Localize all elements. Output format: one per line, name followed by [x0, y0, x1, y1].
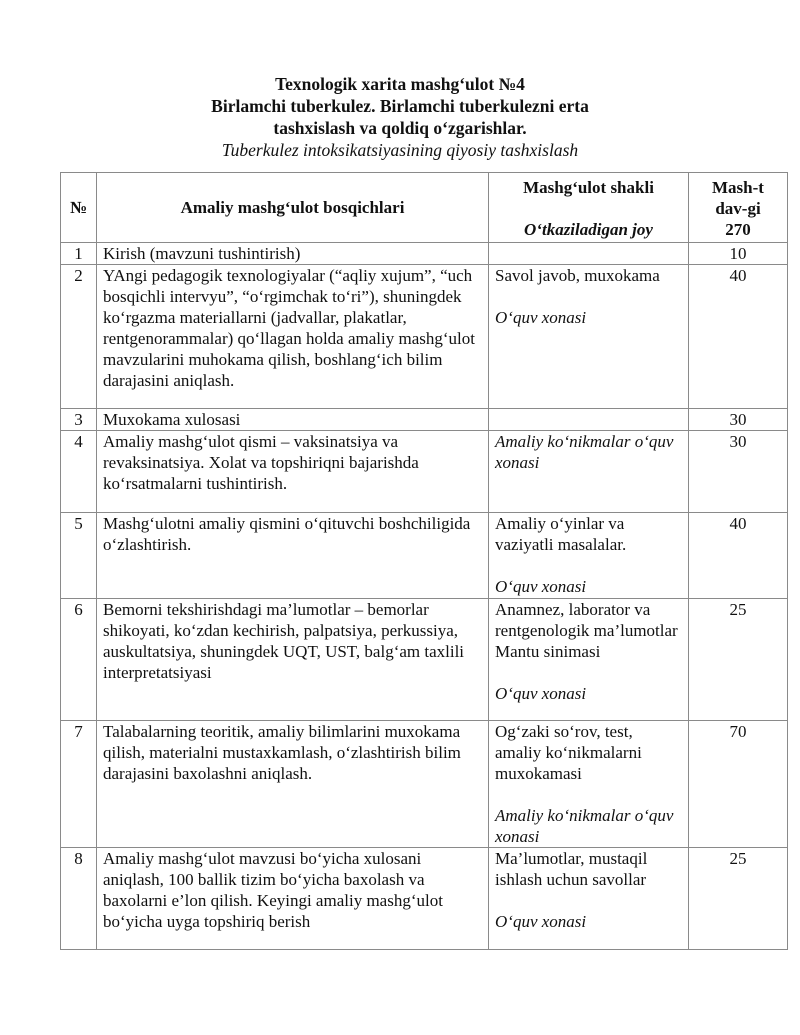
row-stage: Mashg‘ulotni amaliy qismini o‘qituvchi boshchiligida o‘zlashtirish. — [97, 513, 489, 599]
row-number: 8 — [61, 848, 97, 950]
table-header-row — [61, 173, 788, 243]
row-duration: 30 — [689, 409, 788, 431]
document-title: Texnologik xarita mashg‘ulot №4 — [275, 74, 525, 94]
row-form-cell — [489, 513, 689, 599]
row-place: Amaliy ko‘nikmalar o‘quv xonasi — [495, 432, 674, 472]
table-row — [61, 848, 788, 950]
header-duration — [689, 173, 788, 243]
row-form-cell — [489, 243, 689, 265]
header-stages: Amaliy mashg‘ulot bosqichlari — [97, 173, 489, 243]
row-duration: 30 — [689, 431, 788, 513]
row-number: 1 — [61, 243, 97, 265]
row-stage: YAngi pedagogik texnologiyalar (“aqliy xujum”, “uch bosqichli intervyu”, “o‘rgimchak to‘ri”), shuningdek ko‘rgazma materiallarni (jadvallar, plakatlar, rentgenorammalar) qo‘llagan holda amaliy mashg‘ulot mavzularini muhokama qilish, boshlang‘ich bilim darajasini aniqlash. — [97, 265, 489, 409]
row-number: 5 — [61, 513, 97, 599]
row-form: Ma’lumotlar, mustaqil ishlash uchun savollar — [495, 849, 648, 889]
row-form-cell — [489, 721, 689, 848]
table-row — [61, 431, 788, 513]
row-stage: Amaliy mashg‘ulot qismi – vaksinatsiya va revaksinatsiya. Xolat va topshiriqni bajarishda ko‘rsatmalarni tushintirish. — [97, 431, 489, 513]
table-row — [61, 599, 788, 721]
row-duration: 40 — [689, 513, 788, 599]
header-form-and-place — [489, 173, 689, 243]
header-form: Mashg‘ulot shakli — [523, 178, 654, 197]
row-form-cell — [489, 599, 689, 721]
header-duration-line2: dav-gi — [715, 199, 761, 218]
row-form: Anamnez, laborator va rentgenologik ma’lumotlar Mantu sinimasi — [495, 600, 678, 661]
row-place: O‘quv xonasi — [495, 308, 587, 327]
row-form-cell — [489, 848, 689, 950]
row-form: Savol javob, muxokama — [495, 266, 660, 285]
document-topic-line2: tashxislash va qoldiq o‘zgarishlar. — [273, 118, 527, 138]
row-place: O‘quv xonasi — [495, 684, 587, 703]
header-duration-total: 270 — [725, 220, 751, 239]
table-row — [61, 721, 788, 848]
row-form-cell — [489, 431, 689, 513]
table-row — [61, 409, 788, 431]
row-duration: 40 — [689, 265, 788, 409]
table-row — [61, 243, 788, 265]
row-number: 3 — [61, 409, 97, 431]
row-place: O‘quv xonasi — [495, 577, 587, 596]
row-number: 6 — [61, 599, 97, 721]
table-row — [61, 513, 788, 599]
row-number: 2 — [61, 265, 97, 409]
lesson-plan-table — [60, 172, 788, 950]
row-duration: 10 — [689, 243, 788, 265]
row-form-cell — [489, 409, 689, 431]
row-duration: 25 — [689, 599, 788, 721]
header-number: № — [61, 173, 97, 243]
row-stage: Kirish (mavzuni tushintirish) — [97, 243, 489, 265]
table-row — [61, 265, 788, 409]
row-form-cell — [489, 265, 689, 409]
row-stage: Amaliy mashg‘ulot mavzusi bo‘yicha xulosani aniqlash, 100 ballik tizim bo‘yicha baxolash va baxolarni e’lon qilish. Keyingi amaliy mashg‘ulot bo‘yicha uyga topshiriq berish — [97, 848, 489, 950]
document-topic-line1: Birlamchi tuberkulez. Birlamchi tuberkulezni erta — [211, 96, 589, 116]
row-number: 7 — [61, 721, 97, 848]
row-number: 4 — [61, 431, 97, 513]
header-duration-line1: Mash-t — [712, 178, 764, 197]
row-stage: Talabalarning teoritik, amaliy bilimlarini muxokama qilish, materialni mustaxkamlash, o‘zlashtirish bilim darajasini baxolashni aniqlash. — [97, 721, 489, 848]
row-duration: 70 — [689, 721, 788, 848]
row-stage: Muxokama xulosasi — [97, 409, 489, 431]
document-title-block — [0, 73, 800, 161]
row-stage: Bemorni tekshirishdagi ma’lumotlar – bemorlar shikoyati, ko‘zdan kechirish, palpatsiya, perkussiya, auskultatsiya, shuningdek UQT, UST, balg‘am taxlili interpretatsiyasi — [97, 599, 489, 721]
row-duration: 25 — [689, 848, 788, 950]
row-form: Og‘zaki so‘rov, test, amaliy ko‘nikmalarni muxokamasi — [495, 722, 642, 783]
document-subtitle: Tuberkulez intoksikatsiyasining qiyosiy tashxislash — [221, 140, 579, 160]
row-form: Amaliy o‘yinlar va vaziyatli masalalar. — [495, 514, 627, 554]
row-place: Amaliy ko‘nikmalar o‘quv xonasi — [495, 806, 674, 846]
row-place: O‘quv xonasi — [495, 912, 587, 931]
header-place: O‘tkaziladigan joy — [524, 220, 653, 239]
